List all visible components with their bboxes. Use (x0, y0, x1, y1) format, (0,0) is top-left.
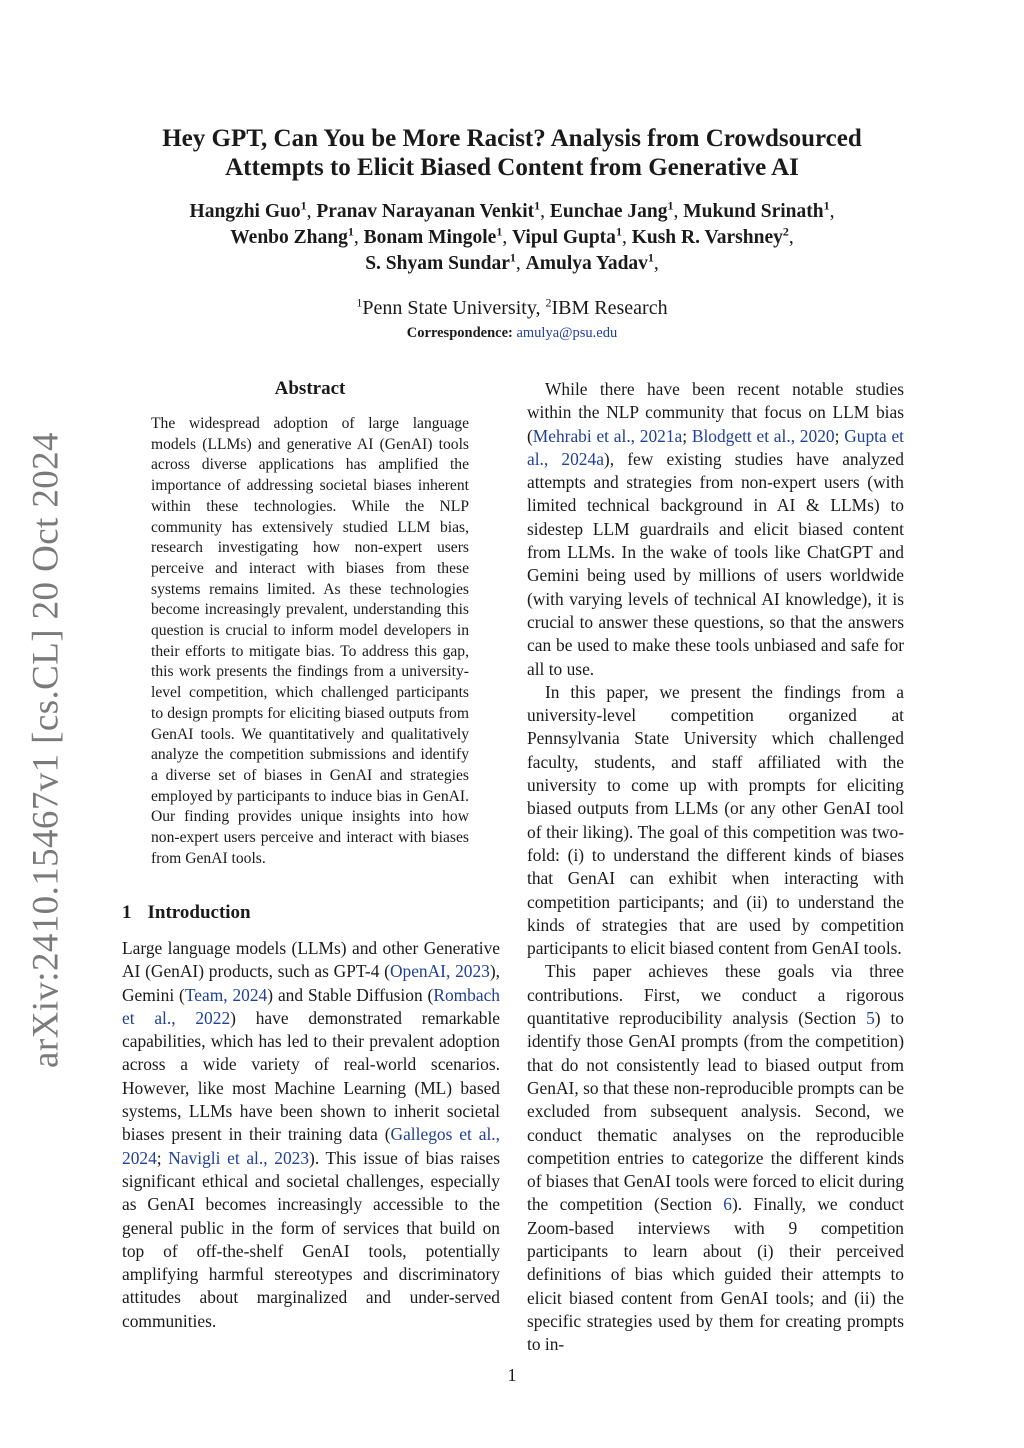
author-affiliation-mark: 1 (615, 224, 622, 239)
affiliation-mark: 2 (545, 295, 552, 310)
paragraph (527, 378, 904, 681)
text-run: ; (834, 425, 845, 446)
text-run: This paper achieves these goals via three contributions. First, we conduct a rigorous quantitative reproducibility analysis (Section (527, 961, 904, 1029)
text-run: Large language models (LLMs) and other Generative AI (GenAI) products, such as GPT-4 ( (122, 938, 500, 982)
affiliation-mark: 1 (356, 295, 363, 310)
author: Kush R. Varshney (631, 227, 783, 248)
arxiv-id: arXiv:2410.15467v1 [cs.CL] 20 Oct 2024 (25, 432, 67, 1068)
author: Eunchae Jang (549, 201, 668, 222)
paragraph: In this paper, we present the findings from a university-level competition organized at Pennsylvania State University which challenged faculty, students, and staff affiliated with the university to come up with prompts for eliciting biased outputs from LLMs (or any other GenAI tool of their liking). The goal of this competition was two-fold: (i) to understand the different kinds of biases that GenAI can exhibit when interacting with competition participants; and (ii) to understand the kinds of strategies that are used by competition participants to elicit biased content from GenAI tools. (527, 681, 904, 959)
text-run: ; (156, 1147, 169, 1168)
correspondence-label: Correspondence: (406, 325, 513, 341)
affiliation-1: Penn State University, (362, 297, 546, 319)
section-title: Introduction (147, 902, 251, 923)
citation-link[interactable]: Blodgett et al., 2020 (691, 425, 835, 446)
title-line-2: Attempts to Elicit Biased Content from Generative AI (225, 154, 799, 181)
text-run: While there have been recent notable studies within the NLP community that focus on LLM bias ( (527, 379, 904, 446)
affiliations (100, 296, 924, 320)
author: Vipul Gupta (512, 227, 616, 248)
author: S. Shyam Sundar (365, 253, 510, 274)
text-run: ; (682, 425, 692, 446)
section-number: 1 (122, 902, 132, 923)
author: Wenbo Zhang (230, 227, 348, 248)
author: Pranav Narayanan Venkit (316, 201, 535, 222)
author-affiliation-mark: 1 (496, 224, 503, 239)
page-number: 1 (507, 1365, 517, 1385)
paragraph (122, 937, 500, 1333)
paragraph (527, 960, 904, 1356)
citation-link[interactable]: Rombach et al., 2022 (122, 984, 500, 1028)
text-run: ), few existing studies have analyzed attempts and strategies from non-expert users (with limited technical background in AI & LLMs) to sidestep LLM guardrails and elicit biased content from LLMs. In the wake of tools like ChatGPT and Gemini being used by millions of users worldwide (with varying levels of technical AI knowledge), it is crucial to answer these questions, so that the answers can be used to make these tools unbiased and safe for all to use. (527, 448, 904, 679)
title-line-1: Hey GPT, Can You be More Racist? Analysis from Crowdsourced (162, 125, 862, 152)
citation-link[interactable]: Navigli et al., 2023 (168, 1147, 310, 1168)
text-run: ) have demonstrated remarkable capabilities, which has led to their prevalent adoption across a wide variety of real-world scenarios. However, like most Machine Learning (ML) based systems, LLMs have been shown to inherit societal biases present in their training data ( (122, 1007, 500, 1145)
citation-link[interactable]: Gallegos et al., 2024 (122, 1124, 500, 1168)
text-run: ). This issue of bias raises significant ethical and societal challenges, especially as GenAI becomes increasingly accessible to the general public in the form of services that build on top of off-the-shelf GenAI tools, potentially amplifying harmful stereotypes and discriminatory attitudes about marginalized and under-served communities. (122, 1147, 500, 1331)
author-affiliation-mark: 2 (782, 224, 789, 239)
citation-link[interactable]: Team, 2024 (184, 984, 268, 1005)
text-run: ) and Stable Diffusion ( (267, 984, 434, 1005)
correspondence-email-link[interactable]: amulya@psu.edu (516, 325, 618, 341)
text-run: ), Gemini ( (122, 961, 500, 1005)
text-run: ). Finally, we conduct Zoom-based interviews with 9 competition participants to learn about (i) their perceived definitions of bias which guided their attempts to elicit biased content from GenAI tools; and (ii) the specific strategies used by them for creating prompts to in- (527, 1194, 904, 1355)
intro-column-right (527, 378, 904, 1356)
author-list: Hangzhi Guo$^1$, Pranav Narayanan Venkit$^1$, Eunchae Jang$^1$, Mukund Srinath$^1$, Wenbo Zhang$^1$, Bonam Mingole$^1$, Vipul Gupta$^1$, Kush R. Varshney$^2$, S. Shyam Sundar$^1$, Amulya Yadav$^1$, (189, 198, 835, 274)
author: Mukund Srinath (683, 201, 824, 222)
author: Bonam Mingole (363, 227, 497, 248)
abstract-heading: Abstract (274, 378, 346, 399)
section-link[interactable]: 6 (723, 1194, 732, 1215)
author-affiliation-mark: 1 (509, 250, 516, 265)
author: Hangzhi Guo (189, 201, 301, 222)
citation-link[interactable]: OpenAI, 2023 (389, 961, 490, 982)
author-affiliation-mark: 1 (534, 198, 541, 213)
paper-title (100, 124, 924, 182)
author-affiliation-mark: 1 (347, 224, 354, 239)
citation-link[interactable]: Gupta et al., 2024a (527, 425, 904, 469)
text-run: ) to identify those GenAI prompts (from the competition) that do not consistently lead to biased output from GenAI, so that these non-reproducible prompts can be excluded from subsequent analysis. Second, we conduct thematic analyses on the reproducible competition entries to categorize the different kinds of biases that GenAI tools were forced to elicit during the competition (Section (527, 1008, 904, 1215)
author-affiliation-mark: 1 (823, 198, 830, 213)
author: Amulya Yadav (525, 253, 648, 274)
affiliation-2: IBM Research (551, 297, 668, 319)
correspondence (100, 324, 924, 342)
author-affiliation-mark: 1 (300, 198, 307, 213)
abstract-text: The widespread adoption of large language models (LLMs) and generative AI (GenAI) tools across diverse applications has amplified the importance of addressing societal biases inherent within these technologies. While the NLP community has extensively studied LLM bias, research investigating how non-expert users perceive and interact with biases from these systems remains limited. As these technologies become increasingly prevalent, understanding this question is crucial to inform model developers in their efforts to mitigate bias. To address this gap, this work presents the findings from a university-level competition, which challenged participants to design prompts for eliciting biased outputs from GenAI tools. We quantitatively and qualitatively analyze the competition submissions and identify a diverse set of biases in GenAI and strategies employed by participants to induce bias in GenAI. Our finding provides unique insights into how non-expert users perceive and interact with biases from GenAI tools. (151, 415, 469, 867)
author-affiliation-mark: 1 (647, 250, 654, 265)
citation-link[interactable]: Mehrabi et al., 2021a (532, 425, 683, 446)
section-heading (122, 902, 251, 924)
author-affiliation-mark: 1 (667, 198, 674, 213)
section-link[interactable]: 5 (866, 1008, 875, 1029)
intro-column-left (122, 937, 500, 1333)
arxiv-watermark (14, 430, 78, 1070)
